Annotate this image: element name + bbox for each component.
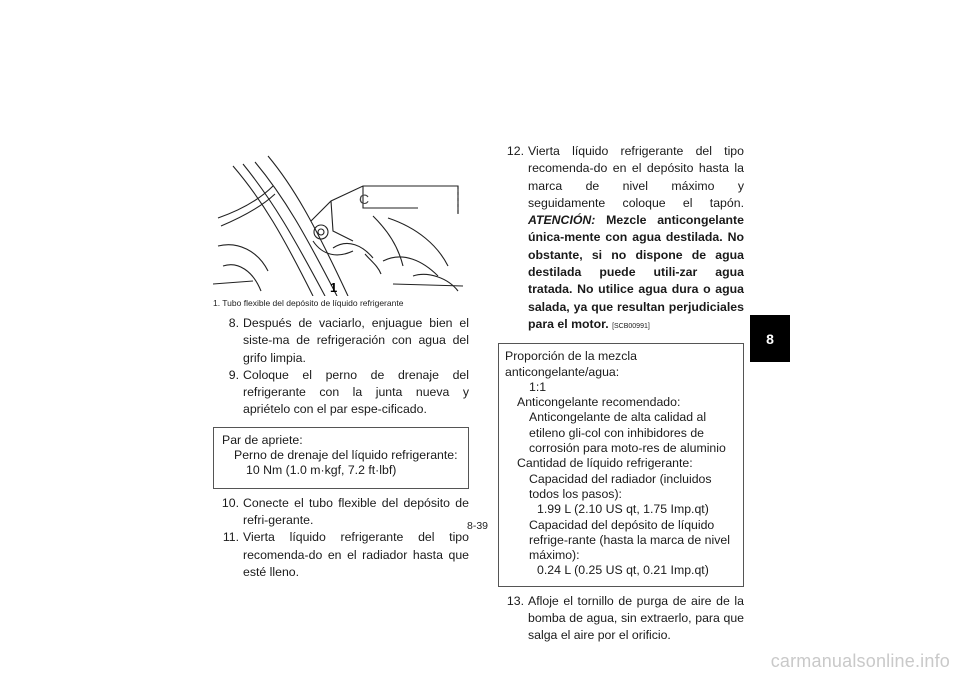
- page-number: 8-39: [467, 520, 489, 532]
- ratio-label: Proporción de la mezcla anticongelante/agua:: [505, 349, 637, 379]
- watermark: carmanualsonline.info: [770, 651, 950, 671]
- step-number: 11.: [222, 530, 239, 545]
- antifreeze-label: Anticongelante recomendado:: [517, 395, 681, 410]
- coolant-spec-box: [498, 343, 744, 586]
- antifreeze-value: Anticongelante de alta calidad al etileno gli-col con inhibidores de corrosión para moto-res de aluminio: [529, 410, 726, 456]
- ratio-value: 1:1: [529, 379, 547, 394]
- step-number: 10.: [221, 495, 239, 510]
- step-text: Después de vaciarlo, enjuague bien el siste-ma de refrigeración con agua del grifo limpia.: [243, 316, 469, 365]
- reservoir-capacity-value: 0.24 L (0.25 US qt, 0.21 Imp.qt): [537, 563, 709, 578]
- left-column: [213, 315, 469, 581]
- reservoir-capacity-label: Capacidad del depósito de líquido refrige-rante (hasta la marca de nivel máximo):: [529, 517, 730, 563]
- chapter-tab: 8: [750, 315, 790, 362]
- radiator-capacity-value: 1.99 L (2.10 US qt, 1.75 Imp.qt): [537, 502, 709, 517]
- callout-number: 1: [330, 280, 338, 295]
- figure-caption: 1. Tubo flexible del depósito de líquido refrigerante: [213, 298, 404, 308]
- step-number: 13.: [506, 593, 524, 608]
- torque-value: 10 Nm (1.0 m·kgf, 7.2 ft·lbf): [246, 463, 397, 478]
- step-text: Conecte el tubo flexible del depósito de refri-gerante.: [243, 495, 469, 527]
- step-text: Vierta líquido refrigerante del tipo recomenda-do en el depósito hasta la marca de nivel máximo y seguidamente coloque el tapón.: [528, 144, 744, 210]
- step-12: [498, 143, 744, 335]
- callout-letter: C: [359, 191, 370, 207]
- step-text: Vierta líquido refrigerante del tipo recomenda-do en el radiador hasta que esté lleno.: [243, 530, 469, 579]
- step-text: Coloque el perno de drenaje del refrigerante con la junta nueva y apriételo con el par espe-cificado.: [243, 367, 469, 417]
- step-11: [213, 529, 469, 581]
- right-column: [498, 143, 744, 645]
- coolant-hose-illustration: [213, 146, 468, 296]
- step-number: 12.: [506, 144, 524, 158]
- torque-title: Par de apriete:: [222, 432, 303, 447]
- caution-label: ATENCIÓN:: [528, 213, 596, 228]
- torque-item: Perno de drenaje del líquido refrigerante:: [234, 448, 458, 463]
- step-text: Afloje el tornillo de purga de aire de la bomba de agua, sin extraerlo, para que salga el aire por el orificio.: [528, 593, 744, 643]
- step-8: [213, 315, 469, 367]
- step-number: 9.: [228, 367, 239, 382]
- torque-spec-box: [213, 427, 469, 489]
- step-13: [498, 593, 744, 645]
- radiator-capacity-label: Capacidad del radiador (incluidos todos los pasos):: [529, 471, 712, 501]
- step-10: [213, 495, 469, 530]
- caution-code: [SCB00991]: [612, 322, 650, 330]
- step-number: 8.: [228, 316, 239, 330]
- quantity-label: Cantidad de líquido refrigerante:: [517, 456, 693, 471]
- step-9: [213, 367, 469, 419]
- caution-text: Mezcle anticongelante única-mente con agua destilada. No obstante, si no dispone de agua destilada puede utili-zar agua tratada. No utilice agua dura o agua salada, ya que resultan perjudiciales para el motor.: [528, 213, 744, 331]
